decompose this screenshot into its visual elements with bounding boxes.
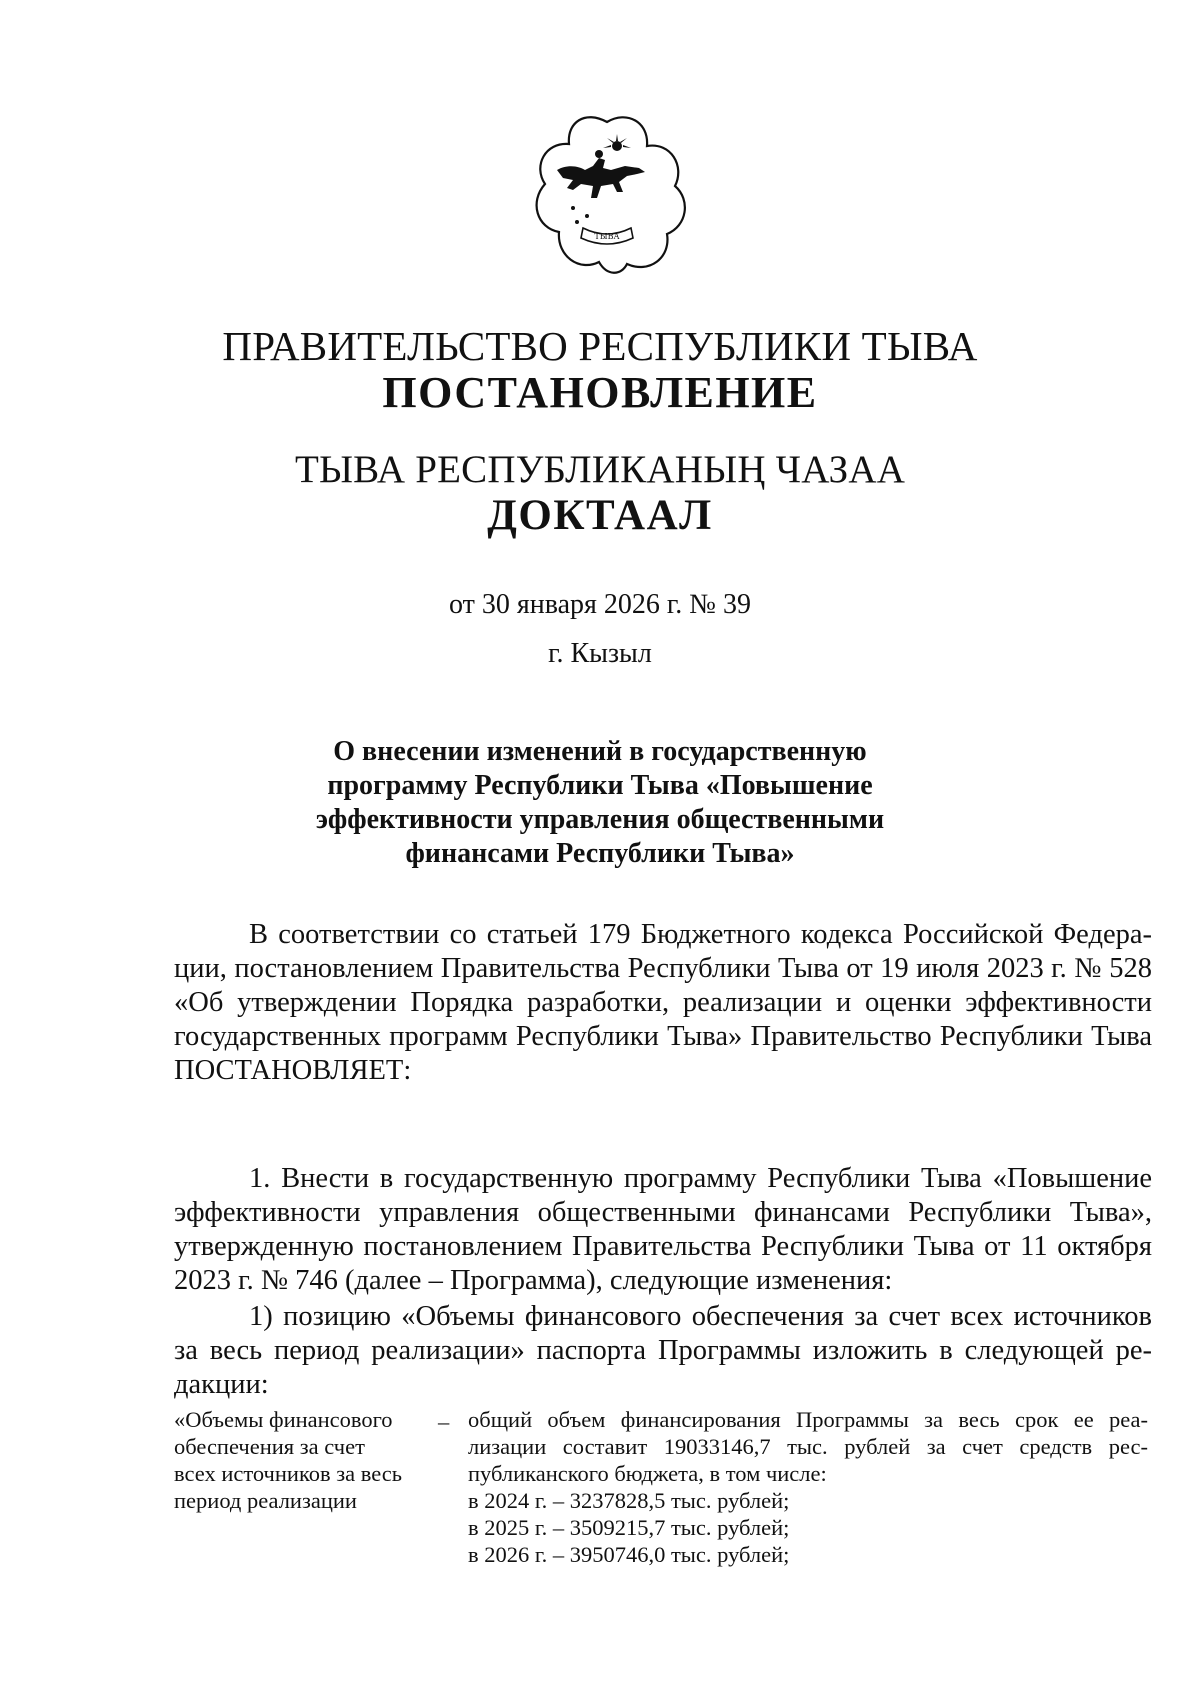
table-right-line: в 2024 г. – 3237828,5 тыс. рублей; xyxy=(468,1488,790,1513)
table-dash: – xyxy=(438,1409,450,1434)
paragraph-line: дакции: xyxy=(174,1369,269,1400)
table-right-line: лизации составит 19033146,7 тыс. рублей за счет средств рес- xyxy=(468,1434,1148,1459)
document-type: ПОСТАНОВЛЕНИЕ xyxy=(382,368,818,417)
paragraph-line: за весь период реализации» паспорта Программы изложить в следующей ре- xyxy=(174,1335,1152,1366)
document-type-tyvan: ДОКТААЛ xyxy=(487,492,713,539)
table-left-line: период реализации xyxy=(174,1488,357,1513)
table-left-line: всех источников за весь xyxy=(174,1461,403,1486)
paragraph-line: государственных программ Республики Тыва» Правительство Республики Тыва xyxy=(174,1021,1152,1052)
paragraph-line: «Об утверждении Порядка разработки, реализации и оценки эффективности xyxy=(174,987,1152,1018)
table-right-line: в 2026 г. – 3950746,0 тыс. рублей; xyxy=(468,1542,790,1567)
emblem-logo xyxy=(527,108,687,284)
government-name: ПРАВИТЕЛЬСТВО РЕСПУБЛИКИ ТЫВА xyxy=(222,323,978,369)
emblem-banner-text: ТЫВА xyxy=(594,232,620,241)
document-city: г. Кызыл xyxy=(548,638,652,669)
document-title xyxy=(0,735,1200,871)
paragraph-line: эффективности управления общественными финансами Республики Тыва», xyxy=(174,1197,1152,1228)
table-right-line: в 2025 г. – 3509215,7 тыс. рублей; xyxy=(468,1515,790,1540)
paragraph-line: 1. Внести в государственную программу Республики Тыва «Повышение xyxy=(249,1163,1152,1194)
paragraph-line: 2023 г. № 746 (далее – Программа), следующие изменения: xyxy=(174,1265,893,1296)
paragraph-line: ПОСТАНОВЛЯЕТ: xyxy=(174,1055,412,1086)
title-line: финансами Республики Тыва» xyxy=(405,838,795,869)
table-left-line: «Объемы финансового xyxy=(174,1407,393,1432)
passport-position-label xyxy=(174,1406,434,1514)
document-date-number: от 30 января 2026 г. № 39 xyxy=(449,589,751,620)
item-1-paragraph xyxy=(174,1162,1152,1298)
title-line: эффективности управления общественными xyxy=(315,804,885,835)
preamble-paragraph xyxy=(174,918,1152,1088)
government-name-tyvan: ТЫВА РЕСПУБЛИКАНЫҢ ЧАЗАА xyxy=(294,448,906,491)
paragraph-line: утвержденную постановлением Правительства Республики Тыва от 11 октября xyxy=(174,1231,1152,1262)
paragraph-line: В соответствии со статьей 179 Бюджетного кодекса Российской Федера- xyxy=(249,919,1152,950)
table-right-line: публиканского бюджета, в том числе: xyxy=(468,1461,827,1486)
paragraph-line: 1) позицию «Объемы финансового обеспечения за счет всех источников xyxy=(249,1301,1152,1332)
subitem-1-paragraph xyxy=(174,1300,1152,1402)
title-line: О внесении изменений в государственную xyxy=(333,736,867,767)
passport-position-value xyxy=(468,1406,1148,1568)
title-line: программу Республики Тыва «Повышение xyxy=(327,770,873,801)
table-right-line: общий объем финансирования Программы за весь срок ее реа- xyxy=(468,1407,1148,1432)
table-left-line: обеспечения за счет xyxy=(174,1434,365,1459)
paragraph-line: ции, постановлением Правительства Республики Тыва от 19 июля 2023 г. № 528 xyxy=(174,953,1152,984)
